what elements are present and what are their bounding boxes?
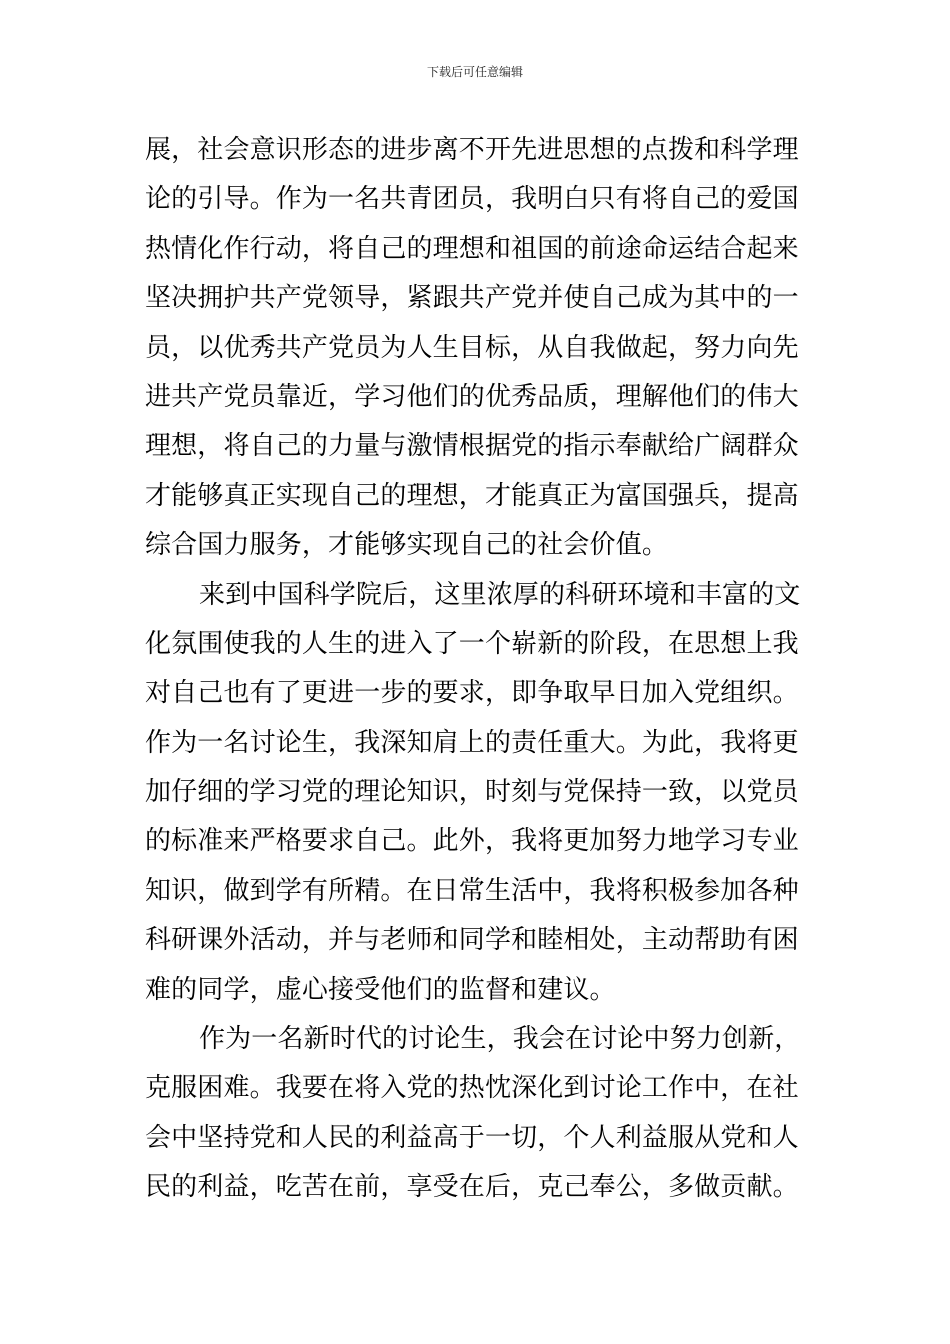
text-line: 对自己也有了更进一步的要求，即争取早日加入党组织。 [145,678,799,709]
text-line: 作为一名讨论生，我深知肩上的责任重大。为此，我将更 [145,727,799,758]
text-line: 热情化作行动，将自己的理想和祖国的前途命运结合起来 [145,233,799,264]
text-line: 理想，将自己的力量与激情根据党的指示奉献给广阔群众 [145,431,799,462]
text-line: 的标准来严格要求自己。此外，我将更加努力地学习专业 [145,826,799,857]
text-line: 展，社会意识形态的进步离不开先进思想的点拨和科学理 [145,135,799,165]
text-line: 综合国力服务，才能够实现自己的社会价值。 [145,530,669,561]
text-line: 来到中国科学院后，这里浓厚的科研环境和丰富的文 [199,579,801,610]
text-line: 作为一名新时代的讨论生，我会在讨论中努力创新， [199,1024,801,1055]
text-line: 才能够真正实现自己的理想，才能真正为富国强兵，提高 [145,480,799,511]
paragraph-3 [145,1015,815,1213]
paragraph-2 [145,571,815,1016]
text-line: 员，以优秀共产党员为人生目标，从自我做起，努力向先 [145,332,799,363]
paragraph-1 [145,126,815,571]
text-line: 科研课外活动，并与老师和同学和睦相处，主动帮助有困 [145,925,799,956]
text-line: 加仔细的学习党的理论知识，时刻与党保持一致，以党员 [145,777,799,808]
text-line: 化氛围使我的人生的进入了一个崭新的阶段，在思想上我 [145,628,799,659]
text-line: 进共产党员靠近，学习他们的优秀品质，理解他们的伟大 [145,381,799,412]
page-header: 下载后可任意编辑 [426,65,523,79]
text-line: 克服困难。我要在将入党的热忱深化到讨论工作中，在社 [145,1073,799,1104]
text-line: 难的同学，虚心接受他们的监督和建议。 [145,974,616,1005]
document-body [145,126,815,1213]
text-line: 知识，做到学有所精。在日常生活中，我将积极参加各种 [145,875,799,906]
text-line: 坚决拥护共产党领导，紧跟共产党并使自己成为其中的一 [145,283,799,314]
text-line: 会中坚持党和人民的利益高于一切，个人利益服从党和人 [145,1122,799,1153]
text-line: 民的利益，吃苦在前，享受在后，克己奉公，多做贡献。 [145,1172,799,1203]
text-line: 论的引导。作为一名共青团员，我明白只有将自己的爱国 [145,184,799,215]
